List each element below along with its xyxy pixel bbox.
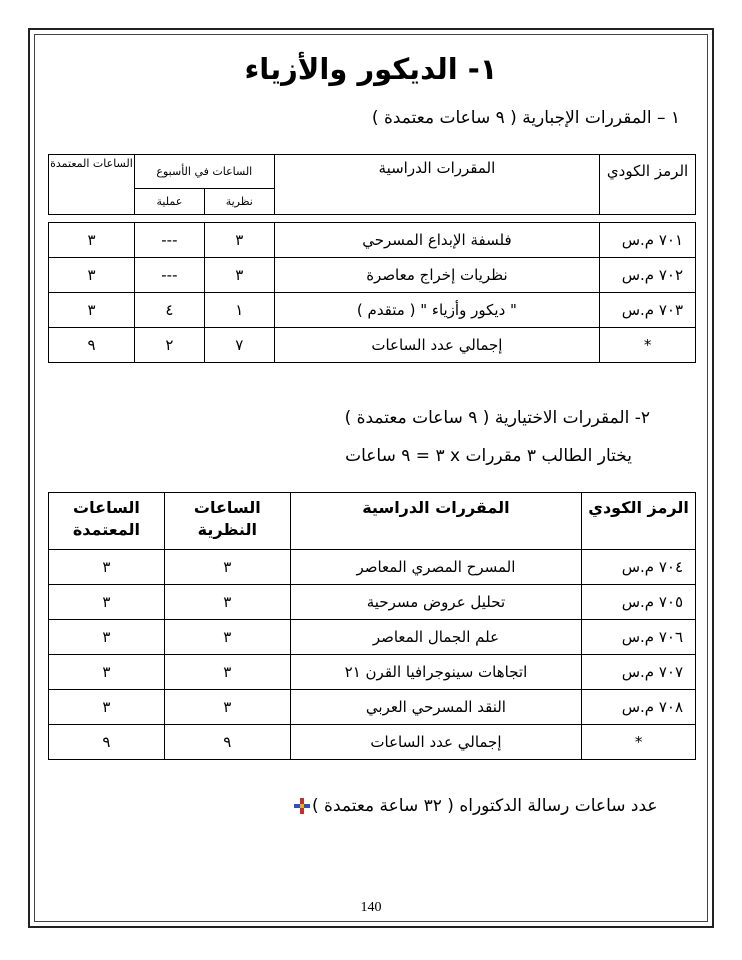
course-code: ٧٠٤ م.س: [582, 550, 696, 585]
table-row: [49, 258, 696, 293]
header-credit-hours: الساعات المعتمدة: [49, 493, 165, 550]
table-row-total: [49, 328, 696, 363]
course-name: " ديكور وأزياء " ( متقدم ): [274, 293, 599, 328]
total-theory: ٧: [204, 328, 274, 363]
elective-courses-table: [48, 492, 696, 760]
practical-hours: ---: [134, 258, 204, 293]
course-name: المسرح المصري المعاصر: [290, 550, 581, 585]
course-code: ٧٠٦ م.س: [582, 620, 696, 655]
table-row: [49, 620, 696, 655]
course-name: اتجاهات سينوجرافيا القرن ٢١: [290, 655, 581, 690]
header-credit-hours: الساعات المعتمدة: [49, 155, 135, 215]
credit-hours: ٣: [49, 620, 165, 655]
course-code: ٧٠١ م.س: [600, 223, 696, 258]
total-credit: ٩: [49, 725, 165, 760]
compulsory-courses-table: [48, 154, 696, 363]
credit-hours: ٣: [49, 258, 135, 293]
theory-hours: ٣: [164, 550, 290, 585]
theory-hours: ١: [204, 293, 274, 328]
course-code: ٧٠٧ م.س: [582, 655, 696, 690]
section2-subheading: يختار الطالب ٣ مقررات x ٣ = ٩ ساعات: [345, 446, 632, 466]
table-row: [49, 293, 696, 328]
total-label: إجمالي عدد الساعات: [290, 725, 581, 760]
theory-hours: ٣: [204, 258, 274, 293]
page-number: 140: [360, 900, 382, 915]
section1-heading: ١ – المقررات الإجبارية ( ٩ ساعات معتمدة ): [371, 108, 680, 128]
theory-hours: ٣: [164, 585, 290, 620]
header-course: المقررات الدراسية: [290, 493, 581, 550]
header-code: الرمز الكودي: [582, 493, 696, 550]
plus-bullet-icon: [292, 797, 312, 815]
header-spacer: [49, 215, 696, 223]
theory-hours: ٣: [164, 620, 290, 655]
footnote-text: عدد ساعات رسالة الدكتوراه ( ٣٢ ساعة معتمدة ): [312, 796, 658, 816]
table-row: [49, 550, 696, 585]
course-code: ٧٠٢ م.س: [600, 258, 696, 293]
header-code: الرمز الكودي: [600, 155, 696, 215]
section2-heading: ٢- المقررات الاختيارية ( ٩ ساعات معتمدة ): [344, 408, 650, 428]
course-name: النقد المسرحي العربي: [290, 690, 581, 725]
credit-hours: ٣: [49, 293, 135, 328]
page-title: ١- الديكور والأزياء: [244, 52, 498, 86]
course-name: نظريات إخراج معاصرة: [274, 258, 599, 293]
credit-hours: ٣: [49, 550, 165, 585]
total-practical: ٢: [134, 328, 204, 363]
total-marker: *: [600, 328, 696, 363]
practical-hours: ---: [134, 223, 204, 258]
course-code: ٧٠٨ م.س: [582, 690, 696, 725]
course-code: ٧٠٣ م.س: [600, 293, 696, 328]
total-credit: ٩: [49, 328, 135, 363]
footnote: [290, 796, 658, 816]
credit-hours: ٣: [49, 223, 135, 258]
total-marker: *: [582, 725, 696, 760]
course-name: فلسفة الإبداع المسرحي: [274, 223, 599, 258]
theory-hours: ٣: [164, 690, 290, 725]
practical-hours: ٤: [134, 293, 204, 328]
course-name: علم الجمال المعاصر: [290, 620, 581, 655]
table-row: [49, 655, 696, 690]
header-course: المقررات الدراسية: [274, 155, 599, 215]
credit-hours: ٣: [49, 655, 165, 690]
theory-hours: ٣: [204, 223, 274, 258]
table-row: [49, 223, 696, 258]
table-row: [49, 585, 696, 620]
credit-hours: ٣: [49, 690, 165, 725]
table-row-total: [49, 725, 696, 760]
table-row: [49, 690, 696, 725]
total-theory: ٩: [164, 725, 290, 760]
header-practical: عملية: [134, 189, 204, 215]
header-theory: نظرية: [204, 189, 274, 215]
course-code: ٧٠٥ م.س: [582, 585, 696, 620]
credit-hours: ٣: [49, 585, 165, 620]
header-theory-hours: الساعات النظرية: [164, 493, 290, 550]
course-name: تحليل عروض مسرحية: [290, 585, 581, 620]
total-label: إجمالي عدد الساعات: [274, 328, 599, 363]
theory-hours: ٣: [164, 655, 290, 690]
header-weekly-hours: الساعات في الأسبوع: [134, 155, 274, 189]
